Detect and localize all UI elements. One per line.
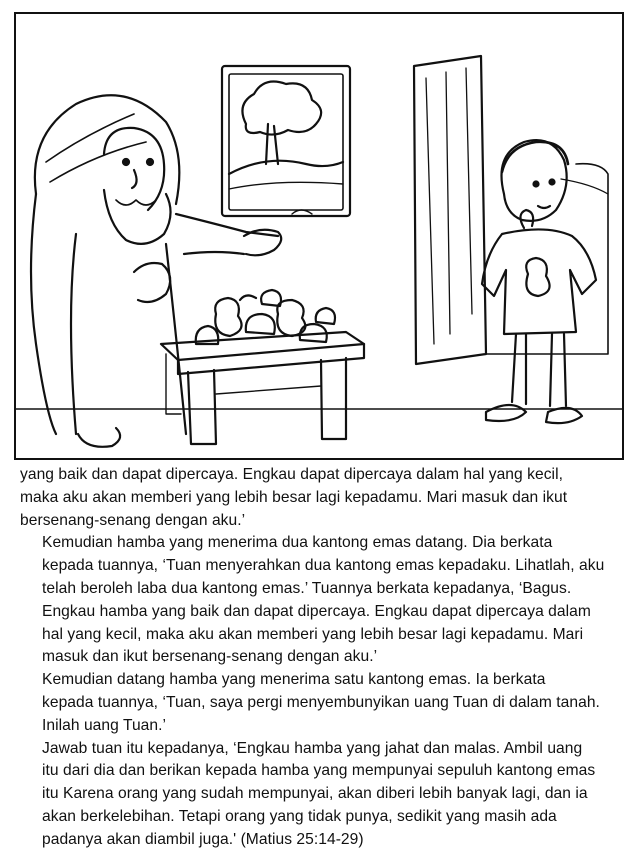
- money-bags-icon: [196, 290, 335, 344]
- story-text: [20, 464, 628, 852]
- story-paragraph-3: [20, 669, 628, 737]
- text-line: itu dari dia dan berikan kepada hamba yang mempunyai sepuluh kantong emas: [42, 762, 596, 780]
- text-line: Jawab tuan itu kepadanya, ‘Engkau hamba yang jahat dan malas. Ambil uang: [42, 739, 583, 757]
- text-line: yang baik dan dapat dipercaya. Engkau dapat dipercaya dalam hal yang kecil,: [20, 466, 563, 483]
- text-line: maka aku akan memberi yang lebih besar lagi kepadamu. Mari masuk dan ikut: [20, 488, 568, 506]
- window-icon: [222, 66, 350, 216]
- text-line: masuk dan ikut bersenang-senang dengan aku.’: [42, 648, 378, 666]
- text-line: Kemudian datang hamba yang menerima satu kantong emas. Ia berkata: [42, 671, 546, 689]
- text-line: hal yang kecil, maka aku akan memberi yang lebih besar lagi kepadamu. Mari: [42, 625, 584, 643]
- door-icon: [414, 56, 608, 364]
- coloring-page-parable-of-talents-icon: [16, 14, 622, 458]
- text-line: akan berkelebihan. Tetapi orang yang tidak punya, sedikit yang masih ada: [42, 807, 557, 825]
- story-paragraph-1: [20, 464, 628, 532]
- text-line: Kemudian hamba yang menerima dua kantong emas datang. Dia berkata: [42, 534, 553, 552]
- table-icon: [161, 332, 364, 444]
- text-line: bersenang-senang dengan aku.’: [20, 511, 246, 529]
- master-figure-icon: [31, 95, 281, 447]
- text-line: Inilah uang Tuan.’: [42, 716, 167, 734]
- text-line: padanya akan diambil juga.' (Matius 25:14-29): [42, 830, 364, 848]
- text-line: itu Karena orang yang sudah mempunyai, akan diberi lebih banyak lagi, dan ia: [42, 785, 588, 803]
- text-line: kepada tuannya, ‘Tuan, saya pergi menyembunyikan uang Tuan di dalam tanah.: [42, 693, 600, 711]
- text-line: Engkau hamba yang baik dan dapat dipercaya. Engkau dapat dipercaya dalam: [42, 602, 591, 620]
- text-line: telah beroleh laba dua kantong emas.’ Tuannya berkata kepadanya, ‘Bagus.: [42, 579, 572, 597]
- story-paragraph-2: [20, 532, 628, 669]
- story-illustration: [14, 12, 624, 460]
- text-line: kepada tuannya, ‘Tuan menyerahkan dua kantong emas kepadaku. Lihatlah, aku: [42, 557, 605, 575]
- story-paragraph-4: [20, 738, 628, 852]
